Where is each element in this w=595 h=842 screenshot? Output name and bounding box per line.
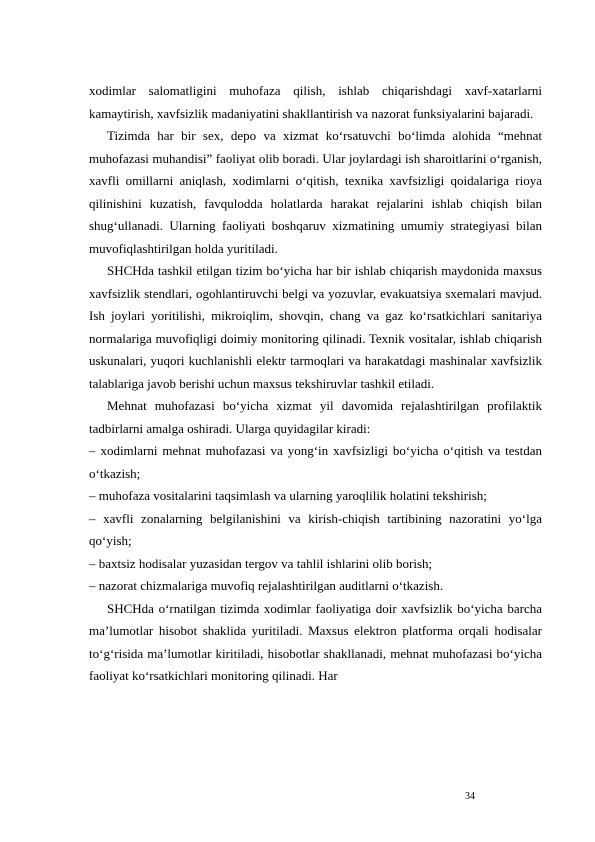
list-item: – xavfli zonalarning belgilanishini va kirish-chiqish tartibining nazoratini yo‘lga qo‘yish; bbox=[89, 510, 542, 548]
page-number: 34 bbox=[465, 791, 475, 802]
list-item: – baxtsiz hodisalar yuzasidan tergov va tahlil ishlarini olib borish; bbox=[89, 555, 433, 571]
list-item: – xodimlarni mehnat muhofazasi va yong‘in xavfsizligi bo‘yicha o‘qitish va testdan o‘tkazish; bbox=[89, 443, 542, 481]
paragraph: Mehnat muhofazasi bo‘yicha xizmat yil davomida rejalashtirilgan profilaktik tadbirlarni amalga oshiradi. Ularga quyidagilar kiradi: bbox=[89, 398, 542, 436]
list-item: – nazorat chizmalariga muvofiq rejalashtirilgan auditlarni o‘tkazish. bbox=[89, 578, 444, 593]
paragraph: xodimlar salomatligini muhofaza qilish, ishlab chiqarishdagi xavf-xatarlarni kamaytirish, xavfsizlik madaniyatini shakllantirish va nazorat funksiyalarini bajaradi. bbox=[89, 83, 542, 121]
paragraph: Tizimda har bir sex, depo va xizmat ko‘rsatuvchi bo‘limda alohida “mehnat muhofazasi muhandisi” faoliyat olib boradi. Ular joylardagi ish sharoitlarini o‘rganish, xavfli omillarni aniqlash, xodimlarni o‘qitish, texnika xavfsizligi qoidalariga rioya qilinishini kuzatish, favqulodda holatlarda harakat rejalarini ishlab chiqish bilan shug‘ullanadi. Ularning faoliyati boshqaruv xizmatining umumiy strategiyasi bilan muvofiqlashtirilgan holda yuritiladi. bbox=[89, 128, 542, 256]
paragraph: SHCHda tashkil etilgan tizim bo‘yicha har bir ishlab chiqarish maydonida maxsus xavfsizlik stendlari, ogohlantiruvchi belgi va yozuvlar, evakuatsiya sxemalari mavjud. Ish joylari yoritilishi, mikroiqlim, shovqin, chang va gaz ko‘rsatkichlari sanitariya normalariga muvofiqligi doimiy monitoring qilinadi. Texnik vositalar, ishlab chiqarish uskunalari, yuqori kuchlanishli elektr tarmoqlari va harakatdagi mashinalar xavfsizlik talablariga javob berishi uchun maxsus tekshiruvlar tashkil etiladi. bbox=[89, 263, 542, 391]
list-item: – muhofaza vositalarini taqsimlash va ularning yaroqlilik holatini tekshirish; bbox=[89, 488, 487, 503]
page-body bbox=[89, 80, 542, 688]
paragraph: SHCHda o‘rnatilgan tizimda xodimlar faoliyatiga doir xavfsizlik bo‘yicha barcha ma’lumotlar hisobot shaklida yuritiladi. Maxsus elektron platforma orqali hodisalar to‘g‘risida ma’lumotlar kiritiladi, hisobotlar shakllanadi, mehnat muhofazasi bo‘yicha faoliyat ko‘rsatkichlari monitoring qilinadi. Har bbox=[89, 600, 542, 683]
